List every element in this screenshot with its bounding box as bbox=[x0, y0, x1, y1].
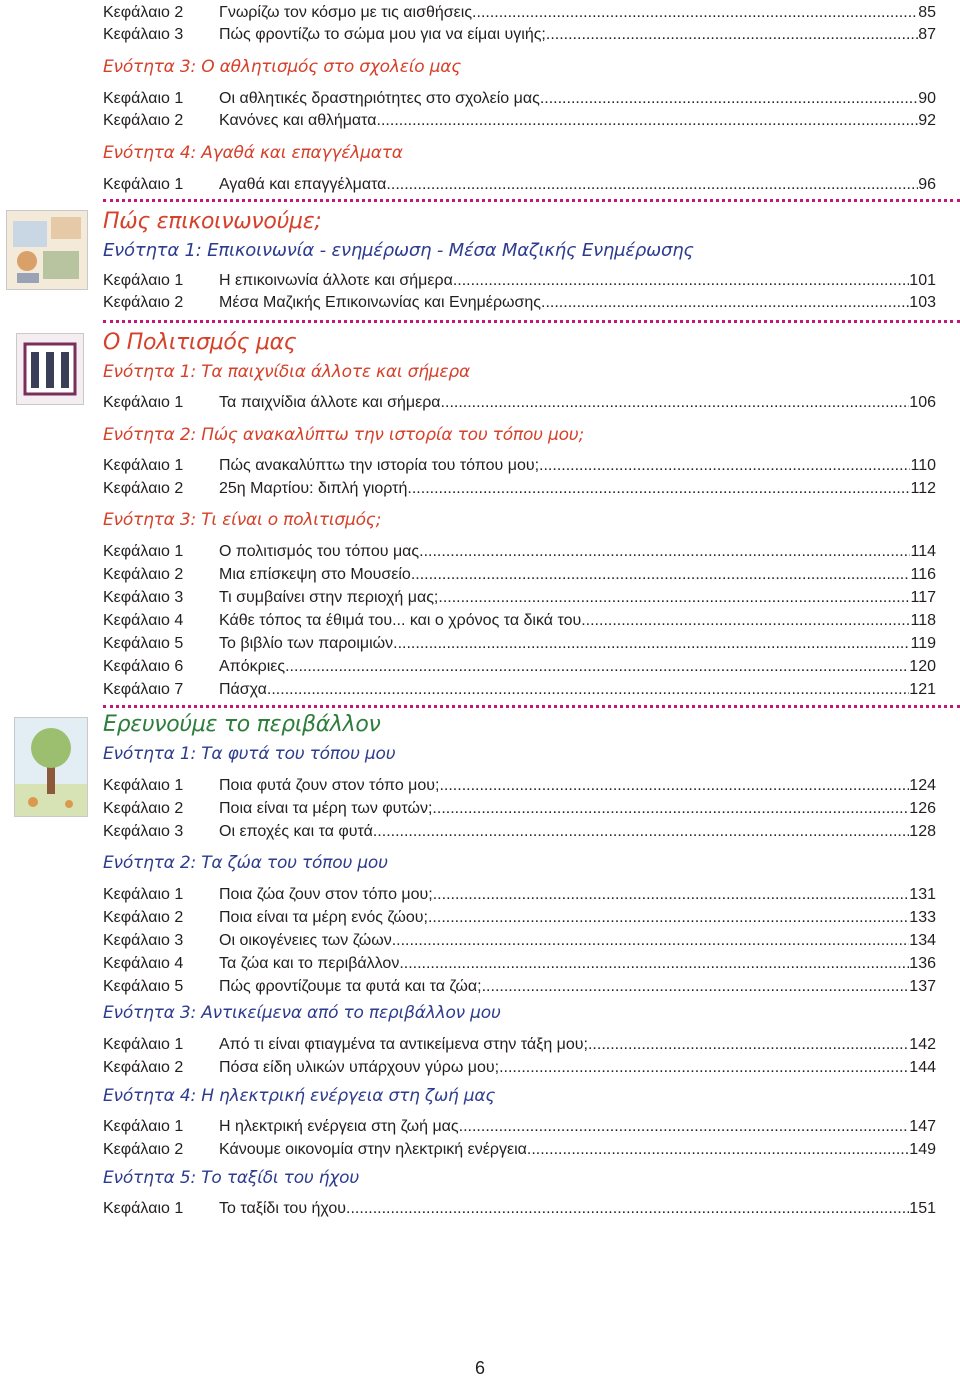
unit-heading: Ενότητα 2: Πώς ανακαλύπτω την ιστορία του τόπου μου; bbox=[103, 425, 584, 445]
page-number: 6 bbox=[474, 1358, 485, 1378]
toc-row[interactable]: Κεφάλαιο 1 Τα παιχνίδια άλλοτε και σήμερα ..... 106 bbox=[103, 390, 936, 412]
toc-row[interactable]: Κεφάλαιο 1 Το ταξίδι του ήχου ..... 151 bbox=[103, 1196, 936, 1218]
toc-row[interactable]: Κεφάλαιο 3 Τι συμβαίνει στην περιοχή μας; ..... 117 bbox=[103, 585, 936, 607]
toc-row[interactable]: Κεφάλαιο 3 Οι οικογένειες των ζώων ..... 134 bbox=[103, 928, 936, 950]
unit-heading: Ενότητα 1: Τα παιχνίδια άλλοτε και σήμερα bbox=[103, 362, 470, 382]
toc-row[interactable]: Κεφάλαιο 2 Γνωρίζω τον κόσμο με τις αισθήσεις ..... 85 bbox=[103, 0, 936, 22]
toc-row[interactable]: Κεφάλαιο 5 Το βιβλίο των παροιμιών ..... 119 bbox=[103, 631, 936, 653]
unit-heading: Ενότητα 3: Τι είναι ο πολιτισμός; bbox=[103, 510, 382, 530]
unit-heading: Ενότητα 4: Αγαθά και επαγγέλματα bbox=[103, 143, 403, 163]
toc-row[interactable]: Κεφάλαιο 2 Πόσα είδη υλικών υπάρχουν γύρω μου; ..... 144 bbox=[103, 1055, 936, 1077]
culture-illustration bbox=[16, 333, 84, 405]
toc-row[interactable]: Κεφάλαιο 7 Πάσχα ..... 121 bbox=[103, 677, 936, 699]
toc-row[interactable]: Κεφάλαιο 2 Ποια είναι τα μέρη των φυτών; ..... 126 bbox=[103, 796, 936, 818]
unit-heading: Ενότητα 4: Η ηλεκτρική ενέργεια στη ζωή μας bbox=[103, 1086, 496, 1106]
toc-row[interactable]: Κεφάλαιο 2 Μια επίσκεψη στο Μουσείο ..... 116 bbox=[103, 562, 936, 584]
unit-heading: Ενότητα 3: Αντικείμενα από το περιβάλλον μου bbox=[103, 1003, 501, 1023]
unit-heading: Ενότητα 2: Τα ζώα του τόπου μου bbox=[103, 853, 388, 873]
toc-row[interactable]: Κεφάλαιο 1 Ο πολιτισμός του τόπου μας ..... 114 bbox=[103, 539, 936, 561]
toc-row[interactable]: Κεφάλαιο 2 Ποια είναι τα μέρη ενός ζώου; ..... 133 bbox=[103, 905, 936, 927]
toc-row[interactable]: Κεφάλαιο 1 Ποια φυτά ζουν στον τόπο μου; ..... 124 bbox=[103, 773, 936, 795]
toc-row[interactable]: Κεφάλαιο 2 Κάνουμε οικονομία στην ηλεκτρική ενέργεια ..... 149 bbox=[103, 1137, 936, 1159]
section-separator bbox=[103, 705, 960, 708]
environment-illustration bbox=[14, 717, 88, 817]
toc-row[interactable]: Κεφάλαιο 1 Η ηλεκτρική ενέργεια στη ζωή μας ..... 147 bbox=[103, 1114, 936, 1136]
unit-heading: Ενότητα 3: Ο αθλητισμός στο σχολείο μας bbox=[103, 57, 462, 77]
toc-row[interactable]: Κεφάλαιο 3 Οι εποχές και τα φυτά ..... 128 bbox=[103, 819, 936, 841]
toc-row[interactable]: Κεφάλαιο 4 Τα ζώα και το περιβάλλον ..... 136 bbox=[103, 951, 936, 973]
toc-row[interactable]: Κεφάλαιο 5 Πώς φροντίζουμε τα φυτά και τα ζώα; ..... 137 bbox=[103, 974, 936, 996]
toc-row[interactable]: Κεφάλαιο 1 Οι αθλητικές δραστηριότητες στο σχολείο μας ..... 90 bbox=[103, 86, 936, 108]
toc-row[interactable]: Κεφάλαιο 2 25η Μαρτίου: διπλή γιορτή ..... 112 bbox=[103, 476, 936, 498]
toc-row[interactable]: Κεφάλαιο 2 Κανόνες και αθλήματα ..... 92 bbox=[103, 108, 936, 130]
toc-row[interactable]: Κεφάλαιο 2 Μέσα Μαζικής Επικοινωνίας και Ενημέρωσης ..... 103 bbox=[103, 290, 936, 312]
toc-row[interactable]: Κεφάλαιο 1 Πώς ανακαλύπτω την ιστορία του τόπου μου; ..... 110 bbox=[103, 453, 936, 475]
unit-heading: Ενότητα 1: Τα φυτά του τόπου μου bbox=[103, 744, 396, 764]
section-separator bbox=[103, 199, 960, 202]
toc-row[interactable]: Κεφάλαιο 1 Αγαθά και επαγγέλματα ..... 96 bbox=[103, 172, 936, 194]
unit-heading: Ενότητα 1: Επικοινωνία - ενημέρωση - Μέσα Μαζικής Ενημέρωσης bbox=[103, 240, 694, 261]
toc-row[interactable]: Κεφάλαιο 6 Απόκριες ..... 120 bbox=[103, 654, 936, 676]
section-heading: Ο Πολιτισμός μας bbox=[103, 330, 297, 355]
toc-row[interactable]: Κεφάλαιο 1 Η επικοινωνία άλλοτε και σήμερα ..... 101 bbox=[103, 268, 936, 290]
toc-row[interactable]: Κεφάλαιο 1 Ποια ζώα ζουν στον τόπο μου; ..... 131 bbox=[103, 882, 936, 904]
section-heading: Πώς επικοινωνούμε; bbox=[103, 209, 322, 234]
unit-heading: Ενότητα 5: Το ταξίδι του ήχου bbox=[103, 1168, 360, 1188]
toc-row[interactable]: Κεφάλαιο 3 Πώς φροντίζω το σώμα μου για να είμαι υγιής; ..... 87 bbox=[103, 22, 936, 44]
toc-row[interactable]: Κεφάλαιο 4 Κάθε τόπος τα έθιμά του... και ο χρόνος τα δικά του ..... 118 bbox=[103, 608, 936, 630]
communication-illustration bbox=[6, 210, 88, 290]
toc-row[interactable]: Κεφάλαιο 1 Από τι είναι φτιαγμένα τα αντικείμενα στην τάξη μου; ..... 142 bbox=[103, 1032, 936, 1054]
section-heading: Ερευνούμε το περιβάλλον bbox=[103, 712, 381, 737]
section-separator bbox=[103, 320, 960, 323]
